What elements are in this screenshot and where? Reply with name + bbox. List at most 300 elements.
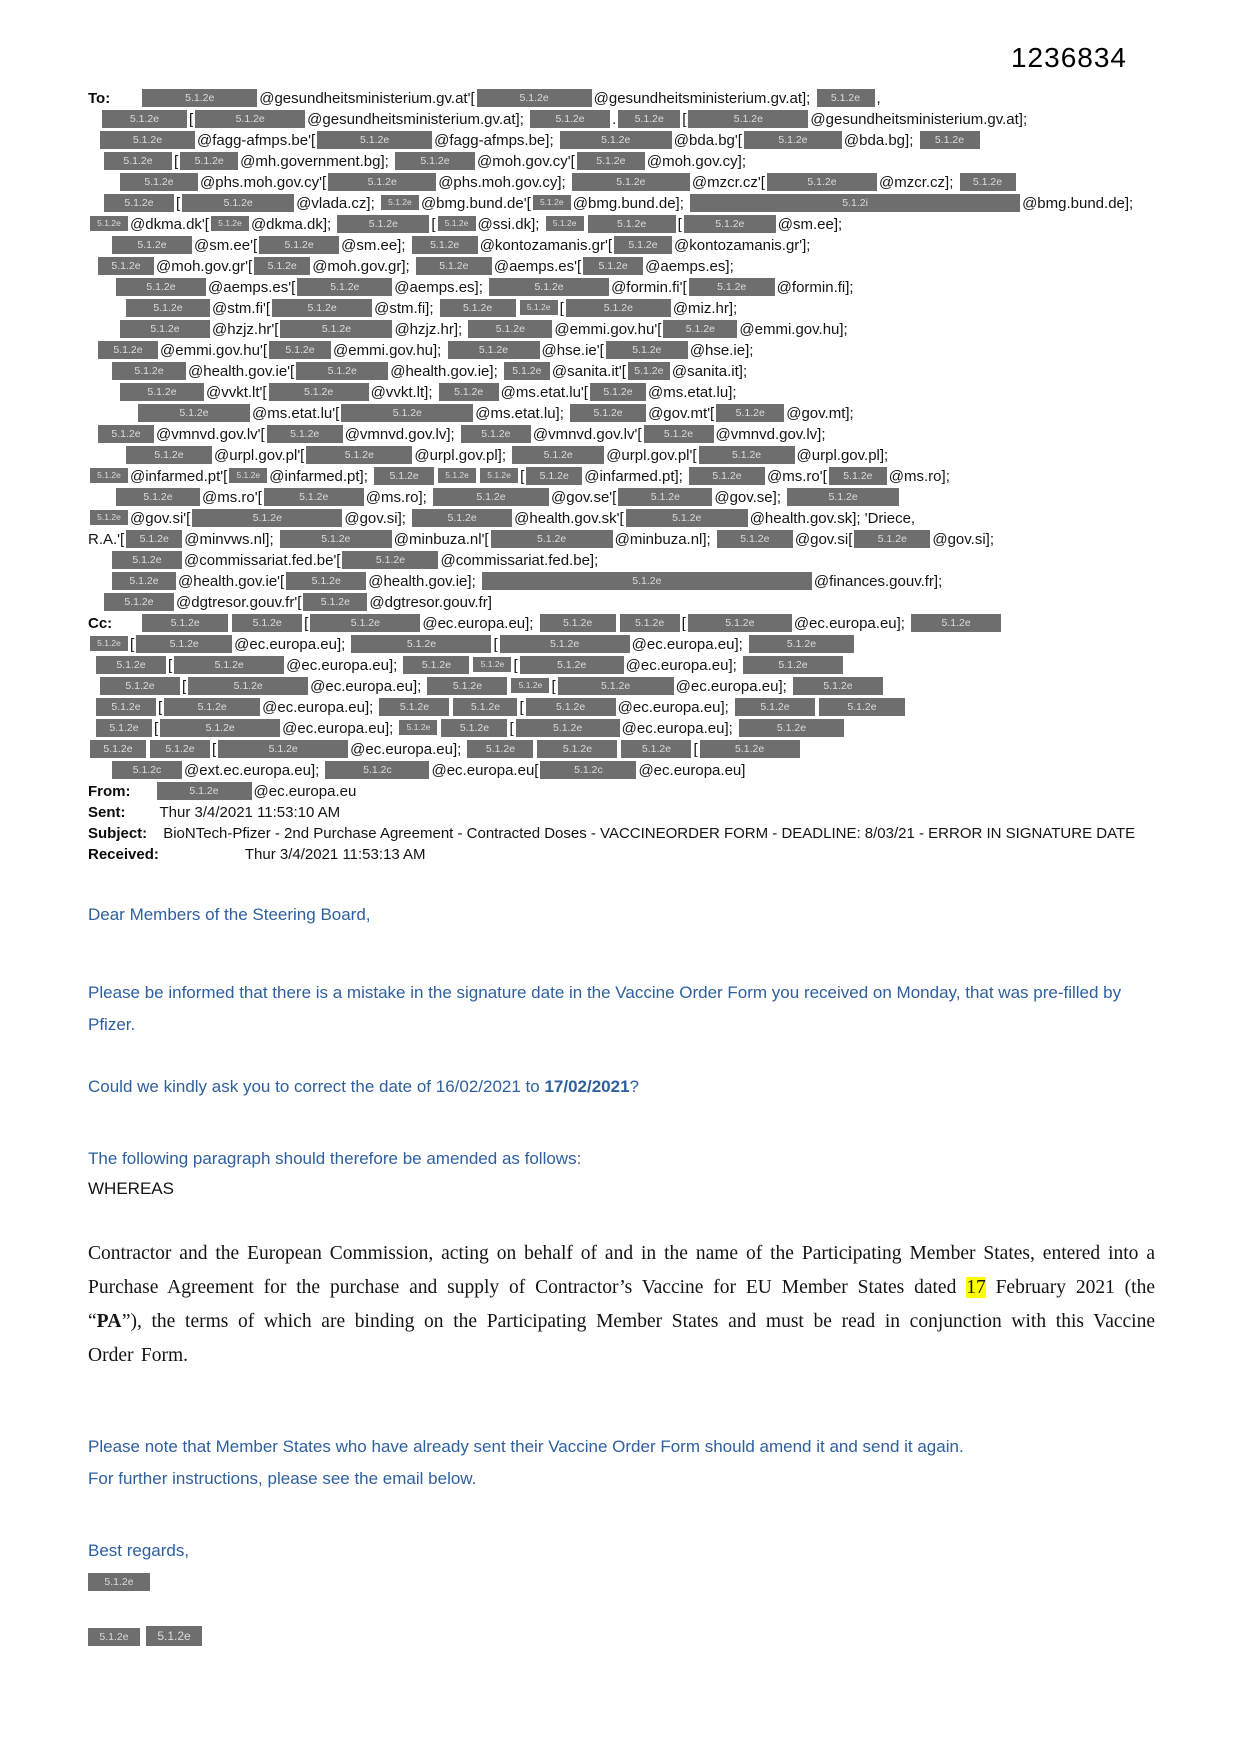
header-line	[88, 760, 1155, 781]
redaction-box: 5.1.2e	[500, 635, 630, 653]
redaction-box-small: 5.1.2e	[533, 195, 571, 210]
redaction-box: 5.1.2e	[218, 740, 348, 758]
email-fragment: @minbuza.nl'[	[393, 531, 489, 548]
redaction-box: 5.1.2e	[767, 173, 877, 191]
redaction-box: 5.1.2e	[412, 509, 512, 527]
redaction-box: 5.1.2e	[269, 341, 331, 359]
email-fragment: @ms.ro'[	[202, 489, 262, 506]
field-label: From:	[88, 783, 131, 800]
paragraph-text: WHEREAS	[88, 1179, 174, 1198]
email-fragment: @ec.europa.eu];	[286, 657, 402, 674]
header-line	[88, 340, 1155, 361]
email-fragment: @aemps.es'[	[208, 279, 296, 296]
email-fragment: @gov.si];	[344, 510, 411, 527]
header-line	[88, 781, 1155, 802]
redaction-box: 5.1.2e	[663, 320, 737, 338]
redaction-box: 5.1.2e	[104, 593, 174, 611]
email-fragment: @miz.hr];	[672, 300, 738, 317]
email-fragment: [	[189, 111, 194, 128]
redaction-box: 5.1.2e	[433, 488, 549, 506]
paragraph-text: Best regards,	[88, 1541, 190, 1560]
paragraph-note-amend	[88, 1431, 1155, 1463]
redaction-box: 5.1.2e	[526, 467, 582, 485]
redaction-box: 5.1.2e	[590, 383, 646, 401]
redaction-box: 5.1.2e	[104, 194, 174, 212]
redaction-box: 5.1.2e	[136, 635, 232, 653]
redaction-box: 5.1.2e	[439, 383, 499, 401]
redaction-box: 5.1.2e	[628, 362, 670, 380]
redaction-box: 5.1.2e	[819, 698, 905, 716]
redaction-box: 5.1.2e	[606, 341, 688, 359]
redaction-box: 5.1.2e	[491, 530, 613, 548]
email-fragment: [	[304, 615, 309, 632]
redaction-box: 5.1.2e	[182, 194, 294, 212]
redaction-box: 5.1.2e	[489, 278, 609, 296]
redaction-box: 5.1.2c	[112, 761, 182, 779]
redaction-box: 5.1.2e	[570, 404, 646, 422]
email-fragment: @urpl.gov.pl'[	[606, 447, 697, 464]
redaction-box: 5.1.2e	[280, 320, 392, 338]
paragraph-text: ”), the terms of which are binding on the Participating Member States and must be read in conjunction with this Vaccine Order Form.	[88, 1311, 1155, 1366]
redaction-box: 5.1.2e	[793, 677, 883, 695]
redaction-box: 5.1.2e	[174, 656, 284, 674]
redaction-box-small: 5.1.2e	[90, 636, 128, 651]
header-line	[88, 445, 1155, 466]
paragraph-text: Could we kindly ask you to correct the date of 16/02/2021 to	[88, 1077, 545, 1096]
header-line	[88, 676, 1155, 697]
email-fragment: @vlada.cz];	[296, 195, 379, 212]
redaction-box: 5.1.2e	[699, 446, 795, 464]
redaction-box: 5.1.2e	[614, 236, 672, 254]
redaction-box: 5.1.2e	[560, 131, 672, 149]
redaction-box: 5.1.2i	[690, 194, 1020, 212]
spacer	[110, 102, 140, 103]
email-fragment: [	[182, 678, 187, 695]
redaction-box: 5.1.2e	[412, 236, 478, 254]
redaction-box: 5.1.2c	[540, 761, 636, 779]
spacer	[112, 627, 140, 628]
header-line	[88, 655, 1155, 676]
redaction-box: 5.1.2e	[540, 614, 616, 632]
email-fragment: @minbuza.nl];	[614, 531, 715, 548]
redaction-box: 5.1.2e	[138, 404, 250, 422]
email-fragment: [	[431, 216, 436, 233]
spacer	[131, 795, 155, 796]
email-fragment: .	[612, 111, 617, 128]
redaction-box: 5.1.2e	[749, 635, 854, 653]
redaction-box: 5.1.2e	[566, 299, 671, 317]
email-fragment: @ext.ec.europa.eu];	[184, 762, 324, 779]
email-fragment: @dkma.dk];	[250, 216, 336, 233]
redaction-box: 5.1.2e	[100, 131, 195, 149]
redaction-box: 5.1.2e	[467, 740, 533, 758]
redaction-box: 5.1.2e	[192, 509, 342, 527]
redaction-box: 5.1.2e	[911, 614, 1001, 632]
redaction-box: 5.1.2e	[126, 446, 212, 464]
header-line	[88, 88, 1155, 109]
email-fragment: @gov.mt];	[786, 405, 854, 422]
email-fragment: @dkma.dk'[	[130, 216, 209, 233]
email-fragment: @ssi.dk];	[477, 216, 544, 233]
greeting	[88, 899, 1155, 931]
redaction-box: 5.1.2e	[112, 362, 186, 380]
redaction-box: 5.1.2e	[180, 152, 238, 170]
redaction-box: 5.1.2e	[453, 698, 517, 716]
redaction-box: 5.1.2e	[735, 698, 815, 716]
email-fragment: @ec.europa.eu];	[631, 636, 747, 653]
email-fragment: @aemps.es];	[645, 258, 734, 275]
redaction-box: 5.1.2e	[689, 278, 775, 296]
header-line	[88, 151, 1155, 172]
spacer	[147, 837, 163, 838]
redaction-box: 5.1.2e	[286, 572, 366, 590]
email-fragment: @ec.europa.eu];	[675, 678, 791, 695]
redaction-box: 5.1.2e	[188, 677, 308, 695]
redaction-box: 5.1.2e	[112, 236, 192, 254]
email-fragment: @ec.europa.eu]	[638, 762, 746, 779]
redaction-box: 5.1.2e	[104, 152, 172, 170]
email-fragment: @vmnvd.gov.lv];	[715, 426, 826, 443]
email-fragment: [	[693, 741, 698, 758]
redaction-box: 5.1.2e	[621, 740, 691, 758]
redaction-box: 5.1.2e	[829, 467, 887, 485]
email-fragment: @vmnvd.gov.lv];	[344, 426, 459, 443]
redaction-box: 5.1.2e	[126, 299, 210, 317]
redaction-box: 5.1.2e	[341, 404, 473, 422]
redaction-box-small: 5.1.2e	[438, 468, 476, 483]
header-line	[88, 319, 1155, 340]
header-line	[88, 592, 1155, 613]
email-fragment: @phs.moh.gov.cy'[	[200, 174, 327, 191]
email-fragment: @bda.bg'[	[673, 132, 742, 149]
field-label: Received:	[88, 846, 159, 863]
redaction-box: 5.1.2e	[572, 173, 690, 191]
email-fragment: @urpl.gov.pl];	[796, 447, 889, 464]
redaction-box: 5.1.2e	[160, 719, 280, 737]
email-fragment: @moh.gov.cy'[	[476, 153, 575, 170]
redaction-box: 5.1.2e	[689, 467, 765, 485]
header-line	[88, 613, 1155, 634]
redaction-box: 5.1.2e	[157, 782, 252, 800]
email-fragment: @dgtresor.gouv.fr'[	[176, 594, 302, 611]
redaction-box-small: 5.1.2e	[90, 468, 128, 483]
redaction-box: 5.1.2e	[232, 614, 302, 632]
email-fragment: @health.gov.ie'[	[188, 363, 295, 380]
redaction-box: 5.1.2e	[150, 740, 210, 758]
redaction-box: 5.1.2e	[618, 110, 680, 128]
email-fragment: @emmi.gov.hu];	[739, 321, 848, 338]
header-line	[88, 403, 1155, 424]
paragraph-text: Contractor and the European Commission, acting on behalf of and in the name of the Participating Member States, entered into a Purchase Agreement for the purchase and supply of Contractor’s Vaccine for EU Member States dated	[88, 1243, 1155, 1298]
redaction-box: 5.1.2e	[146, 1626, 202, 1646]
email-fragment: @commissariat.fed.be];	[440, 552, 599, 569]
field-label: Sent:	[88, 804, 126, 821]
redaction-box: 5.1.2e	[342, 551, 438, 569]
paragraph-text: The following paragraph should therefore be amended as follows:	[88, 1149, 582, 1168]
redaction-box-small: 5.1.2e	[520, 300, 558, 315]
email-fragment: @mzcr.cz];	[878, 174, 958, 191]
redaction-box: 5.1.2e	[787, 488, 899, 506]
redaction-box: 5.1.2e	[530, 110, 610, 128]
redaction-box: 5.1.2e	[112, 572, 176, 590]
redaction-box: 5.1.2e	[96, 719, 152, 737]
redaction-box: 5.1.2e	[520, 656, 624, 674]
email-fragment: @hse.ie'[	[541, 342, 604, 359]
email-fragment: @ms.ro'[	[767, 468, 827, 485]
redaction-box-small: 5.1.2e	[511, 678, 549, 693]
email-fragment: @dgtresor.gouv.fr]	[369, 594, 492, 611]
email-fragment: @gov.se'[	[551, 489, 617, 506]
redaction-box: 5.1.2e	[526, 698, 616, 716]
email-fragment: BioNTech-Pfizer - 2nd Purchase Agreement - Contracted Doses - VACCINEORDER FORM - DEADLINE: 8/03/21 - ERROR IN SIGNATURE DATE	[163, 825, 1136, 842]
email-fragment: @gov.mt'[	[648, 405, 715, 422]
email-fragment: @formin.fi'[	[611, 279, 687, 296]
email-fragment: @vmnvd.gov.lv'[	[532, 426, 642, 443]
email-fragment: @stm.fi];	[374, 300, 438, 317]
email-fragment: @gesundheitsministerium.gv.at];	[810, 111, 1028, 128]
email-fragment: @ms.etat.lu'[	[252, 405, 340, 422]
redaction-box: 5.1.2e	[461, 425, 531, 443]
email-fragment: @gesundheitsministerium.gv.at];	[593, 90, 815, 107]
redaction-box: 5.1.2e	[688, 614, 792, 632]
redaction-box: 5.1.2e	[482, 572, 812, 590]
email-fragment: @moh.gov.gr];	[312, 258, 414, 275]
whereas-heading	[88, 1177, 1155, 1201]
email-fragment: [	[176, 195, 181, 212]
email-fragment: @emmi.gov.hu'[	[554, 321, 662, 338]
header-line	[88, 739, 1155, 760]
redaction-box: 5.1.2e	[644, 425, 714, 443]
redaction-box: 5.1.2e	[100, 677, 180, 695]
redaction-box: 5.1.2e	[303, 593, 367, 611]
email-fragment: @gov.se];	[714, 489, 786, 506]
redaction-box: 5.1.2e	[98, 425, 154, 443]
email-fragment: @ec.europa.eu];	[422, 615, 538, 632]
redaction-box: 5.1.2e	[626, 509, 748, 527]
redaction-box-small: 5.1.2e	[90, 510, 128, 525]
redaction-box: 5.1.2e	[310, 614, 420, 632]
email-fragment: [	[158, 699, 163, 716]
spacer	[126, 816, 160, 817]
redaction-box: 5.1.2e	[374, 467, 434, 485]
email-fragment: [	[681, 615, 686, 632]
email-fragment: [	[130, 636, 135, 653]
field-label: Cc:	[88, 615, 113, 632]
header-line	[88, 172, 1155, 193]
redaction-box: 5.1.2e	[126, 530, 182, 548]
redaction-box: 5.1.2e	[280, 530, 392, 548]
redaction-box: 5.1.2e	[817, 89, 875, 107]
email-fragment: @sm.ee];	[341, 237, 410, 254]
email-fragment: @bmg.bund.de];	[572, 195, 689, 212]
redaction-box: 5.1.2e	[618, 488, 712, 506]
redaction-box: 5.1.2e	[516, 719, 620, 737]
redaction-box: 5.1.2e	[351, 635, 491, 653]
redaction-box: 5.1.2e	[88, 1573, 150, 1591]
redaction-box: 5.1.2e	[120, 320, 210, 338]
email-fragment: @gov.si'[	[130, 510, 191, 527]
spacer	[159, 858, 245, 859]
header-line	[88, 550, 1155, 571]
header-line	[88, 256, 1155, 277]
redaction-box: 5.1.2e	[700, 740, 800, 758]
email-body	[88, 899, 1155, 1651]
header-line	[88, 697, 1155, 718]
redaction-box: 5.1.2e	[337, 215, 429, 233]
redaction-box: 5.1.2e	[297, 278, 392, 296]
header-line	[88, 277, 1155, 298]
email-fragment: @emmi.gov.hu'[	[160, 342, 268, 359]
email-fragment: @ec.europa.eu	[253, 783, 357, 800]
redaction-box: 5.1.2e	[448, 341, 540, 359]
email-fragment: @health.gov.sk'[	[514, 510, 624, 527]
redaction-box: 5.1.2e	[269, 383, 369, 401]
email-fragment: [	[551, 678, 556, 695]
redaction-box: 5.1.2e	[116, 488, 200, 506]
redaction-box: 5.1.2e	[743, 656, 843, 674]
field-label: Subject:	[88, 825, 148, 842]
email-fragment: @vvkt.lt'[	[206, 384, 267, 401]
email-fragment: @ec.europa.eu[	[431, 762, 539, 779]
closing	[88, 1535, 1155, 1567]
email-fragment: @sanita.it];	[671, 363, 748, 380]
header-line	[88, 802, 1155, 823]
email-fragment: @ec.europa.eu];	[621, 720, 737, 737]
paragraph-instructions	[88, 1463, 1155, 1495]
redaction-box-small: 5.1.2e	[381, 195, 419, 210]
header-line	[88, 844, 1155, 865]
email-fragment: @sm.ee];	[777, 216, 843, 233]
redaction-box: 5.1.2e	[441, 719, 507, 737]
email-fragment: @vvkt.lt];	[370, 384, 437, 401]
paragraph-text: Please note that Member States who have already sent their Vaccine Order Form should amend it and send it again.	[88, 1437, 964, 1456]
redaction-box: 5.1.2e	[259, 236, 339, 254]
email-fragment: [	[174, 153, 179, 170]
redaction-box: 5.1.2e	[537, 740, 617, 758]
signature-redaction	[88, 1573, 1155, 1596]
paragraph-amend-intro	[88, 1143, 1155, 1175]
header-line	[88, 718, 1155, 739]
redaction-box: 5.1.2c	[325, 761, 429, 779]
email-fragment: @ec.europa.eu];	[282, 720, 398, 737]
email-fragment: @moh.gov.gr'[	[156, 258, 253, 275]
header-line	[88, 214, 1155, 235]
redaction-box: 5.1.2e	[116, 278, 206, 296]
email-fragment: @ec.europa.eu];	[234, 636, 350, 653]
email-fragment: @infarmed.pt];	[584, 468, 688, 485]
redaction-box: 5.1.2e	[98, 341, 158, 359]
footer-redactions	[88, 1626, 1155, 1651]
email-fragment: @fagg-afmps.be'[	[197, 132, 316, 149]
email-fragment: @health.gov.sk]; 'Driece,	[749, 510, 916, 527]
email-fragment: @gesundheitsministerium.gv.at'[	[259, 90, 475, 107]
redaction-box: 5.1.2e	[120, 173, 198, 191]
email-fragment: @finances.gouv.fr];	[813, 573, 943, 590]
email-fragment: @urpl.gov.pl'[	[214, 447, 305, 464]
field-label: To:	[88, 90, 111, 107]
header-line	[88, 571, 1155, 592]
redaction-box: 5.1.2e	[328, 173, 436, 191]
redaction-box: 5.1.2e	[317, 131, 432, 149]
redaction-box: 5.1.2e	[195, 110, 305, 128]
email-fragment: [	[493, 636, 498, 653]
email-fragment: @sm.ee'[	[194, 237, 258, 254]
email-fragment: ,	[876, 90, 881, 107]
email-fragment: [	[682, 111, 687, 128]
email-fragment: @formin.fi];	[776, 279, 854, 296]
paragraph-mistake	[88, 977, 1155, 1041]
email-fragment: @hzjz.hr'[	[212, 321, 279, 338]
redaction-box: 5.1.2e	[306, 446, 412, 464]
header-line	[88, 529, 1155, 550]
redaction-box: 5.1.2e	[96, 656, 166, 674]
email-fragment: @phs.moh.gov.cy];	[438, 174, 570, 191]
email-fragment: @ms.etat.lu];	[475, 405, 569, 422]
email-fragment: @infarmed.pt'[	[130, 468, 228, 485]
email-fragment: @gov.si];	[932, 531, 994, 548]
email-fragment: @health.gov.ie];	[390, 363, 502, 380]
header-line	[88, 235, 1155, 256]
redaction-box: 5.1.2e	[504, 362, 550, 380]
header-line	[88, 508, 1155, 529]
redaction-box: 5.1.2e	[403, 656, 469, 674]
redaction-box-small: 5.1.2e	[399, 720, 437, 735]
email-fragment: @hse.ie];	[689, 342, 754, 359]
redaction-box-small: 5.1.2e	[480, 468, 518, 483]
paragraph-text: February 2021 (the “	[88, 1277, 1155, 1332]
redaction-box: 5.1.2e	[688, 110, 808, 128]
redaction-box: 5.1.2e	[88, 1628, 140, 1646]
redaction-box: 5.1.2e	[512, 446, 604, 464]
email-fragment: @urpl.gov.pl];	[414, 447, 511, 464]
redaction-box: 5.1.2e	[395, 152, 475, 170]
redaction-box-small: 5.1.2e	[438, 216, 476, 231]
redaction-box: 5.1.2e	[739, 719, 844, 737]
email-fragment: @stm.fi'[	[212, 300, 271, 317]
whereas-paragraph	[88, 1237, 1155, 1373]
email-fragment: @health.gov.ie];	[368, 573, 480, 590]
email-fragment: Thur 3/4/2021 11:53:13 AM	[244, 846, 426, 863]
email-fragment: @kontozamanis.gr'[	[479, 237, 612, 254]
email-fragment: [	[509, 720, 514, 737]
redaction-box: 5.1.2e	[477, 89, 592, 107]
redaction-box: 5.1.2e	[558, 677, 674, 695]
email-fragment: @ec.europa.eu];	[793, 615, 910, 632]
header-line	[88, 193, 1155, 214]
redaction-box: 5.1.2e	[440, 299, 516, 317]
email-fragment: @mzcr.cz'[	[691, 174, 765, 191]
email-fragment: [	[513, 657, 518, 674]
redaction-box: 5.1.2e	[267, 425, 343, 443]
redaction-box: 5.1.2e	[112, 551, 182, 569]
paragraph-text: ?	[629, 1077, 640, 1096]
bold-text: 17/02/2021	[544, 1077, 630, 1096]
redaction-box: 5.1.2e	[588, 215, 676, 233]
header-line	[88, 424, 1155, 445]
email-fragment: @minvws.nl];	[184, 531, 278, 548]
header-line	[88, 130, 1155, 151]
redaction-box: 5.1.2e	[142, 89, 257, 107]
email-fragment: @health.gov.ie'[	[178, 573, 285, 590]
redaction-box-small: 5.1.2e	[211, 216, 249, 231]
email-fragment: @bmg.bund.de];	[1022, 195, 1134, 212]
email-fragment: @ms.ro];	[365, 489, 431, 506]
email-fragment: @hzjz.hr];	[394, 321, 467, 338]
redaction-box: 5.1.2e	[96, 698, 156, 716]
header-line	[88, 382, 1155, 403]
email-fragment: @fagg-afmps.be];	[434, 132, 558, 149]
header-line	[88, 466, 1155, 487]
